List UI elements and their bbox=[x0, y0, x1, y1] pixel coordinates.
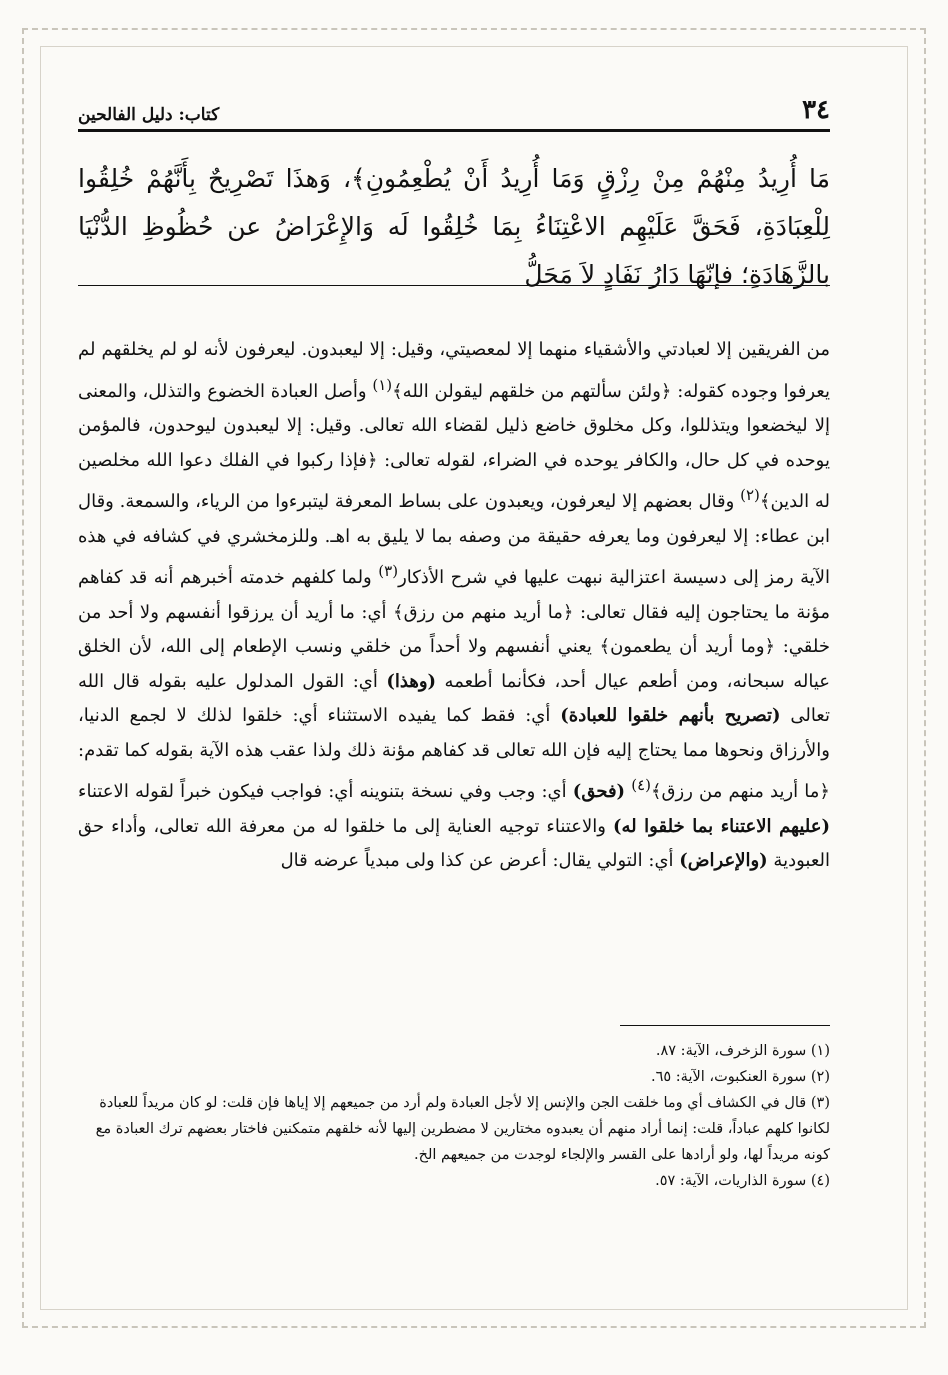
footnote-2: (٢) سورة العنكبوت، الآية: ٦٥. bbox=[650, 1069, 830, 1085]
commentary-segment: أي: فقط كما يفيده الاستثناء أي: خلقوا لذلك لا لجمع الدنيا، والأرزاق ونحوها مما يحتاج إليه فإن الله تعالى قد كفاهم مؤنة ذلك ولذا عقب هذه الآية بقوله كما تقدم: ﴿ما أريد منهم من رزق﴾ bbox=[78, 705, 830, 802]
commented-phrase: (وهذا) bbox=[386, 670, 437, 692]
commentary-segment: أي: وجب وفي نسخة بتنوينه أي: فواجب فيكون خبراً لقوله الاعتناء bbox=[78, 781, 573, 802]
commentary-segment: أي: التولي يقال: أعرض عن كذا ولى مبدياً عرضه قال bbox=[280, 850, 680, 871]
commentary-segment: من الفريقين إلا لعبادتي والأشقياء منهما إلا لمعصيتي، وقيل: إلا ليعبدون. ليعرفون لأنه لو لم يخلقهم لم يعرفوا وجوده كقوله: ﴿ولئن سألتهم من خلقهم ليقولن الله﴾ bbox=[78, 339, 830, 402]
commentary-segment: والاعتناء توجيه العناية إلى ما خلقوا له من معرفة الله تعالى، وأداء حق العبودية bbox=[78, 815, 830, 871]
page-header bbox=[78, 85, 830, 132]
commentary-segment: وقال بعضهم إلا ليعرفون، ويعبدون على بساط المعرفة ليتبرءوا من الرياء، والسمعة. وقال ابن عطاء: إلا ليعرفون وما يعرفه حقيقة من وصفه بما لا يليق به اهـ. وللزمخشري في كشافه في هذه الآية رمز إلى دسيسة اعتزالية نبهت عليها في شرح الأذكار bbox=[78, 491, 830, 588]
footnote-1: (١) سورة الزخرف، الآية: ٨٧. bbox=[655, 1043, 830, 1059]
commentary-segment: ولما كلفهم خدمته أخبرهم أنه قد كفاهم مؤنة ما يحتاجون إليه فقال تعالى: ﴿ما أريد منهم من رزق﴾ أي: ما أريد أن يرزقوا أنفسهم ولا أحد من خلقي: ﴿وما أريد أن يطعمون﴾ يعني أنفسهم ولا أحداً من خلقي ونسب الإطعام إلى الله، لأن الخلق عياله سبحانه، ومن أطعم عيال أحد، فكأنما أطعمه bbox=[78, 567, 831, 692]
section-divider bbox=[78, 285, 830, 286]
footnote-ref[interactable]: (١) bbox=[372, 375, 393, 394]
hadith-text: مَا أُرِيدُ مِنْهُمْ مِنْ رِزْقٍ وَمَا أُرِيدُ أَنْ يُطْعِمُونِ﴾، وَهذَا تَصْرِيحٌ بِأَنَّهُمْ خُلِقُوا لِلْعِبَادَةِ، فَحَقَّ عَلَيْهِم الاعْتِنَاءُ بِمَا خُلِقُوا لَه وَالإِعْرَاضُ عن حُظُوظِ الدُّنْيَا بالزَّهَادَةِ؛ فإنّهَا دَارُ نَفَادٍ لاَ مَحَلُّ bbox=[78, 164, 830, 289]
book-title: كتاب: دليل الفالحين bbox=[78, 105, 220, 125]
footnote-ref[interactable]: (٢) bbox=[740, 486, 760, 504]
footnote-ref[interactable]: (٤) bbox=[631, 776, 651, 794]
commentary-segment: أي: القول المدلول عليه بقوله قال الله تعالى bbox=[78, 670, 831, 726]
commented-phrase: (تصريح بأنهم خلقوا للعبادة) bbox=[560, 705, 781, 726]
commented-phrase: (فحق) bbox=[572, 781, 626, 802]
commentary-paragraph bbox=[78, 333, 830, 879]
footnote-ref[interactable]: (٣) bbox=[378, 562, 399, 580]
book-page bbox=[78, 85, 830, 1290]
commented-phrase: (والإعراض) bbox=[679, 850, 768, 871]
footnotes bbox=[78, 1038, 830, 1194]
footnote-divider bbox=[620, 1025, 830, 1026]
commentary-segment: وأصل العبادة الخضوع والتذلل، والمعنى إلا ليخضعوا ويتذللوا، وكل مخلوق خاضع ذليل لقضاء الله تعالى. وقيل: إلا ليعبدون ليوحدون، فالمؤمن يوحده في كل حال، والكافر يوحده في الضراء، لقوله تعالى: ﴿فإذا ركبوا في الفلك دعوا الله مخلصين له الدين﴾ bbox=[78, 380, 830, 512]
footnote-3 bbox=[78, 1090, 830, 1168]
commentary-text bbox=[78, 333, 830, 879]
page-number: ٣٤ bbox=[802, 95, 830, 125]
footnote-number: (٣) bbox=[810, 1095, 830, 1111]
commented-phrase: (عليهم الاعتناء بما خلقوا له) bbox=[612, 815, 830, 837]
footnote-3-text: قال في الكشاف أي وما خلقت الجن والإنس إلا لأجل العبادة ولم أرد من جميعهم إلا إياها فإن قلت: لو كان مريداً للعبادة لكانوا كلهم عباداً، قلت: إنما أراد منهم أن يعبدوه مختارين لا مضطرين إليها لأنه خلقهم متمكنين فاختار بعضهم ترك العبادة مع كونه مريداً لها، ولو أرادها على القسر والإلجاء لوجدت من جميعهم الخ. bbox=[95, 1095, 830, 1163]
footnote-4: (٤) سورة الذاريات، الآية: ٥٧. bbox=[655, 1173, 830, 1189]
